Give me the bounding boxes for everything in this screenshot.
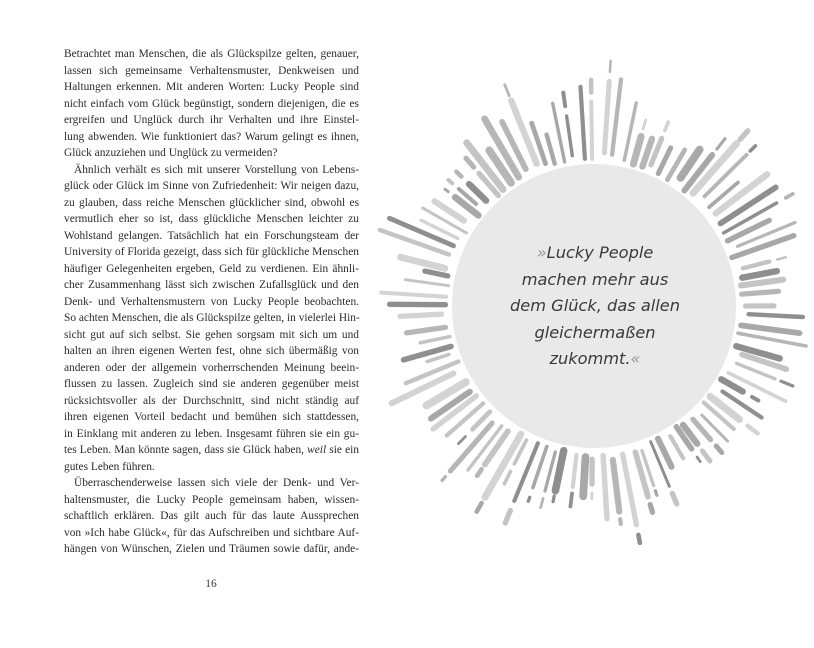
sun-ray xyxy=(583,457,585,496)
sun-ray xyxy=(603,456,607,519)
quote-text: Lucky People xyxy=(546,243,654,262)
sun-ray xyxy=(420,337,450,343)
sun-ray xyxy=(623,454,637,525)
quote-line xyxy=(492,267,698,294)
sun-ray xyxy=(401,257,445,268)
text-line: häufiger Gelegenheiten ergeben, Geld zu verdienen. Ein ähnli- xyxy=(64,262,359,275)
sun-ray-dash xyxy=(448,180,452,183)
text-line: von »Ich habe Glück«, für das Aufschreiben und sichtbare Auf- xyxy=(64,526,359,539)
sun-ray xyxy=(455,197,478,215)
sun-ray-dash xyxy=(466,158,474,167)
text-line: anderen oder der allgemein vorherrschenden Meinung beein- xyxy=(64,361,359,374)
sun-ray xyxy=(427,354,449,361)
sun-ray xyxy=(573,455,577,487)
sun-ray-dash xyxy=(740,131,748,140)
sun-ray-dash xyxy=(777,257,786,259)
sun-ray-dash xyxy=(541,498,544,507)
quote-line xyxy=(492,346,698,373)
quote-text: dem Glück, das allen xyxy=(510,296,680,315)
sun-ray xyxy=(743,262,769,269)
sun-ray-dash xyxy=(655,491,656,495)
sun-ray xyxy=(425,271,448,276)
text-line: gutes Leben führen. xyxy=(64,460,155,473)
text-line: Glück anzuziehen und Unglück zu vermeiden? xyxy=(64,147,278,159)
sun-ray-dash xyxy=(477,503,482,512)
text-line: halten an ihren eigenen Werten fest, ohne sich übermäßig von xyxy=(64,345,359,357)
sun-ray xyxy=(612,80,621,155)
close-quote-mark: « xyxy=(630,349,641,368)
sun-ray xyxy=(604,81,609,153)
open-quote-mark: » xyxy=(536,243,547,262)
sun-ray xyxy=(380,230,449,255)
sun-ray xyxy=(658,148,670,174)
quote-text: machen mehr aus xyxy=(521,269,669,289)
text-line: Haltungen erkennen. Mit anderen Worten: Lucky People sind xyxy=(64,81,359,93)
sun-ray-dash xyxy=(650,505,652,513)
sun-ray-dash xyxy=(570,494,572,507)
sun-ray-dash xyxy=(702,451,710,461)
text-line: rücksichtsvoller als der Durchschnitt, sind nicht ständig auf xyxy=(64,394,359,407)
sun-ray xyxy=(581,87,585,159)
text-line: nicht einfach vom Glück begünstigt, sondern diejenigen, die es xyxy=(64,97,359,110)
sun-ray xyxy=(547,135,555,164)
text-line: So achten Menschen, die als Glückspilze gelten, in vielerlei Hin- xyxy=(64,312,360,324)
sun-ray xyxy=(742,271,777,278)
sun-ray xyxy=(741,280,783,286)
sun-ray-dash xyxy=(610,61,611,72)
sun-ray-dash xyxy=(716,446,722,453)
sun-ray-dash xyxy=(643,120,646,129)
quote-line xyxy=(492,320,698,347)
sun-ray-dash xyxy=(442,477,445,481)
pull-quote xyxy=(492,240,698,373)
sun-ray-dash xyxy=(697,457,700,462)
sun-ray-dash xyxy=(504,472,510,484)
sun-ray xyxy=(555,451,563,491)
sun-ray xyxy=(721,379,742,391)
sun-ray-dash xyxy=(748,426,758,434)
sun-ray-dash xyxy=(665,122,668,131)
sun-ray xyxy=(447,403,484,435)
sun-ray xyxy=(381,293,446,297)
sun-ray-dash xyxy=(458,437,465,444)
text-line: zu glauben, dass reiche Menschen glücklicher sind, obwohl es xyxy=(64,196,359,209)
sun-ray-dash xyxy=(505,85,509,96)
emphasis: weil xyxy=(307,444,327,456)
sun-ray xyxy=(407,327,446,333)
sun-ray-dash xyxy=(553,496,554,502)
sun-ray-dash xyxy=(477,469,482,476)
sun-ray-dash xyxy=(786,194,793,198)
sun-ray xyxy=(514,443,538,501)
sun-ray xyxy=(553,103,565,162)
text-line: University of Florida gezeigt, dass sich für glückliche Menschen xyxy=(64,246,359,258)
sun-ray xyxy=(749,314,803,317)
text-line: Überraschenderweise lassen sich viele der Denk- und Ver- xyxy=(74,477,359,489)
sun-ray xyxy=(728,220,770,240)
quote-text: gleichermaßen xyxy=(534,322,656,342)
sun-ray-dash xyxy=(752,397,758,401)
text-line: glück oder Glück im Sinne von Zufriedenheit: Wir neigen dazu, xyxy=(64,180,359,192)
text-line: vermutlich eher so ist, dass glückliche Menschen leichter zu xyxy=(64,213,359,225)
text-line: haltensmuster, die Lucky People gemeinsam haben, wissen- xyxy=(64,493,359,506)
sun-ray-dash xyxy=(528,497,529,501)
sun-ray-dash xyxy=(445,189,448,192)
text-line: tes Leben. Man könnte sagen, dass sie Glück haben, weil sie ein xyxy=(64,444,359,456)
text-line: Wohlstand gelangen. Tatsächlich hat ein Forschungsteam der xyxy=(64,229,359,242)
quote-line xyxy=(492,293,698,320)
text-line: sicht gut auf sich selbst. Sie gehen sorgsam mit sich um und xyxy=(64,328,359,341)
text-line: lung abwenden. Wie funktioniert das? Warum gelingt es ihnen, xyxy=(64,130,359,143)
quote-line xyxy=(492,240,698,267)
sun-ray-dash xyxy=(717,139,725,149)
text-line: ergreifen und Unglück durch ihr Verhalten und ihre Einstel- xyxy=(64,114,359,126)
text-line: flussen zu lassen. Zugleich sind sie anderen gegenüber meist xyxy=(64,378,359,390)
sun-ray xyxy=(633,137,641,165)
quote-text: zukommt. xyxy=(549,349,631,368)
sun-ray xyxy=(567,116,573,156)
sun-ray-dash xyxy=(563,93,565,106)
text-line: ihren eigenen Vorteil bedacht und bemühen sich stattdessen, xyxy=(64,411,359,423)
text-line: Betrachtet man Menschen, die als Glückspilze gelten, genauer, xyxy=(64,48,359,60)
sun-ray-dash xyxy=(456,172,461,177)
sun-ray xyxy=(741,325,799,333)
page-number: 16 xyxy=(205,578,217,590)
sun-ray xyxy=(670,436,683,458)
sun-ray xyxy=(613,460,619,512)
sun-ray-dash xyxy=(781,381,793,386)
sun-ray xyxy=(742,291,779,294)
text-line: Ähnlich verhält es sich mit unserer Vorstellung von Lebens- xyxy=(74,163,359,176)
text-line: Denk- und Verhaltensmustern von Lucky People beobachten. xyxy=(64,295,359,308)
sun-ray-dash xyxy=(620,519,621,524)
text-line: schaftlich erklären. Das gilt auch für das laute Aussprechen xyxy=(64,510,359,522)
sun-ray-dash xyxy=(638,535,640,543)
text-line: hängen von Wünschen, Zielen und Träumen sowie dafür, ande- xyxy=(64,543,359,555)
text-line: in Einklang mit anderen zu leben. Insgesamt führen sie ein gu- xyxy=(64,427,359,440)
sun-ray-dash xyxy=(505,511,510,524)
sun-ray xyxy=(400,314,442,316)
sun-ray xyxy=(405,280,448,286)
sun-ray-dash xyxy=(672,493,676,504)
sun-ray xyxy=(591,102,592,159)
sun-ray-dash xyxy=(750,146,755,151)
text-line: cher Zusammenhang lässt sich zwischen Zufallsglück und den xyxy=(64,279,359,291)
text-line: lassen sich gemeinsame Verhaltensmuster, Denkweisen und xyxy=(64,64,359,77)
